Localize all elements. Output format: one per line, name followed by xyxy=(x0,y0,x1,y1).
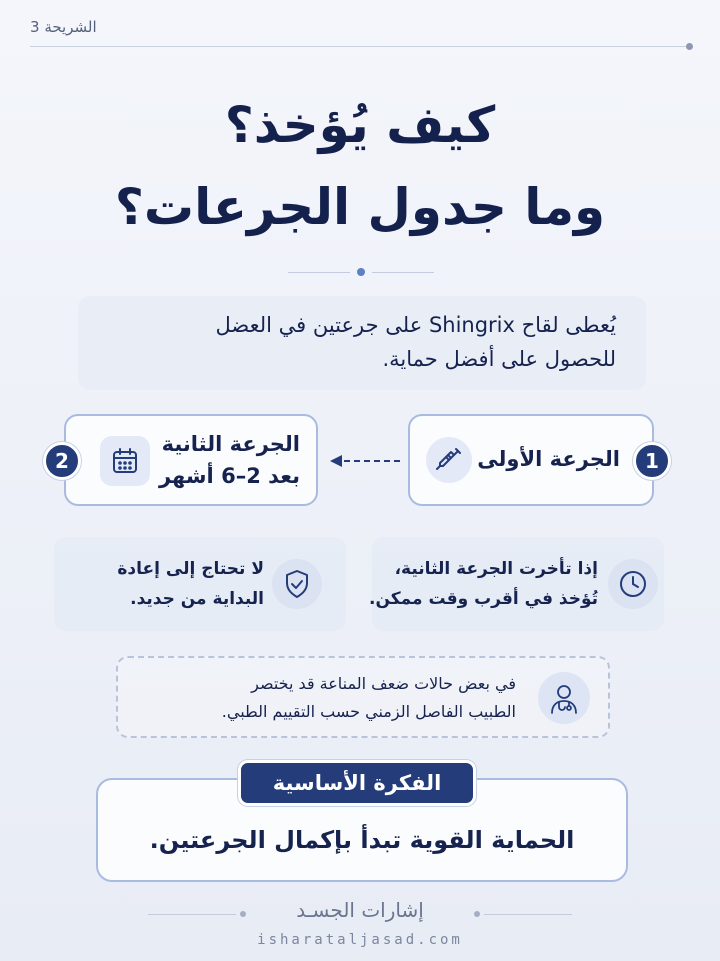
brand-divider-right xyxy=(484,914,572,915)
tip-delay-line-2: تُؤخذ في أقرب وقت ممكن. xyxy=(369,589,598,609)
tip-delay-line-1: إذا تأخرت الجرعة الثانية، xyxy=(394,559,598,579)
tip-delay-text xyxy=(369,554,598,614)
dose-2-card xyxy=(64,414,318,506)
dose-2-subtitle: بعد 2–6 أشهر xyxy=(158,464,300,488)
title-separator xyxy=(288,272,434,274)
note-line-2: الطبيب الفاصل الزمني حسب التقييم الطبي. xyxy=(221,702,516,721)
slide-label: الشريحة 3 xyxy=(30,18,97,36)
intro-box xyxy=(78,296,646,390)
top-divider xyxy=(30,46,690,47)
dose-1-card xyxy=(408,414,654,506)
note-text xyxy=(222,670,516,726)
dose-2-number-badge: 2 xyxy=(43,442,81,480)
doctor-icon xyxy=(538,672,590,724)
brand-name: إشارات الجسـد xyxy=(296,898,424,922)
clock-icon xyxy=(608,559,658,609)
key-idea-label: الفكرة الأساسية xyxy=(238,760,476,806)
brand-dot-right xyxy=(474,911,480,917)
page-title xyxy=(0,84,720,248)
intro-line-1: يُعطى لقاح Shingrix على جرعتين في العضل xyxy=(215,313,616,337)
tip-restart-card xyxy=(54,537,346,631)
tip-restart-line-2: البداية من جديد. xyxy=(130,589,264,609)
key-idea-text: الحماية القوية تبدأ بإكمال الجرعتين. xyxy=(149,826,575,854)
tip-delay-card xyxy=(369,537,664,631)
dose-1-title: الجرعة الأولى xyxy=(477,447,620,471)
dose-2-title: الجرعة الثانية xyxy=(161,432,300,456)
tip-restart-line-1: لا تحتاج إلى إعادة xyxy=(117,559,264,579)
title-line-1: كيف يُؤخذ؟ xyxy=(224,96,496,154)
note-line-1: في بعض حالات ضعف المناعة قد يختصر xyxy=(251,674,516,693)
syringe-icon xyxy=(426,437,472,483)
dose-1-number-badge: 1 xyxy=(633,442,671,480)
tip-restart-text xyxy=(117,554,264,614)
arrow-left-icon xyxy=(330,454,402,468)
shield-check-icon xyxy=(272,559,322,609)
calendar-icon xyxy=(100,436,150,486)
intro-line-2: للحصول على أفضل حماية. xyxy=(382,347,616,371)
title-line-2: وما جدول الجرعات؟ xyxy=(114,178,606,236)
note-card xyxy=(116,656,610,738)
brand-website: isharataljasad.com xyxy=(257,932,463,948)
